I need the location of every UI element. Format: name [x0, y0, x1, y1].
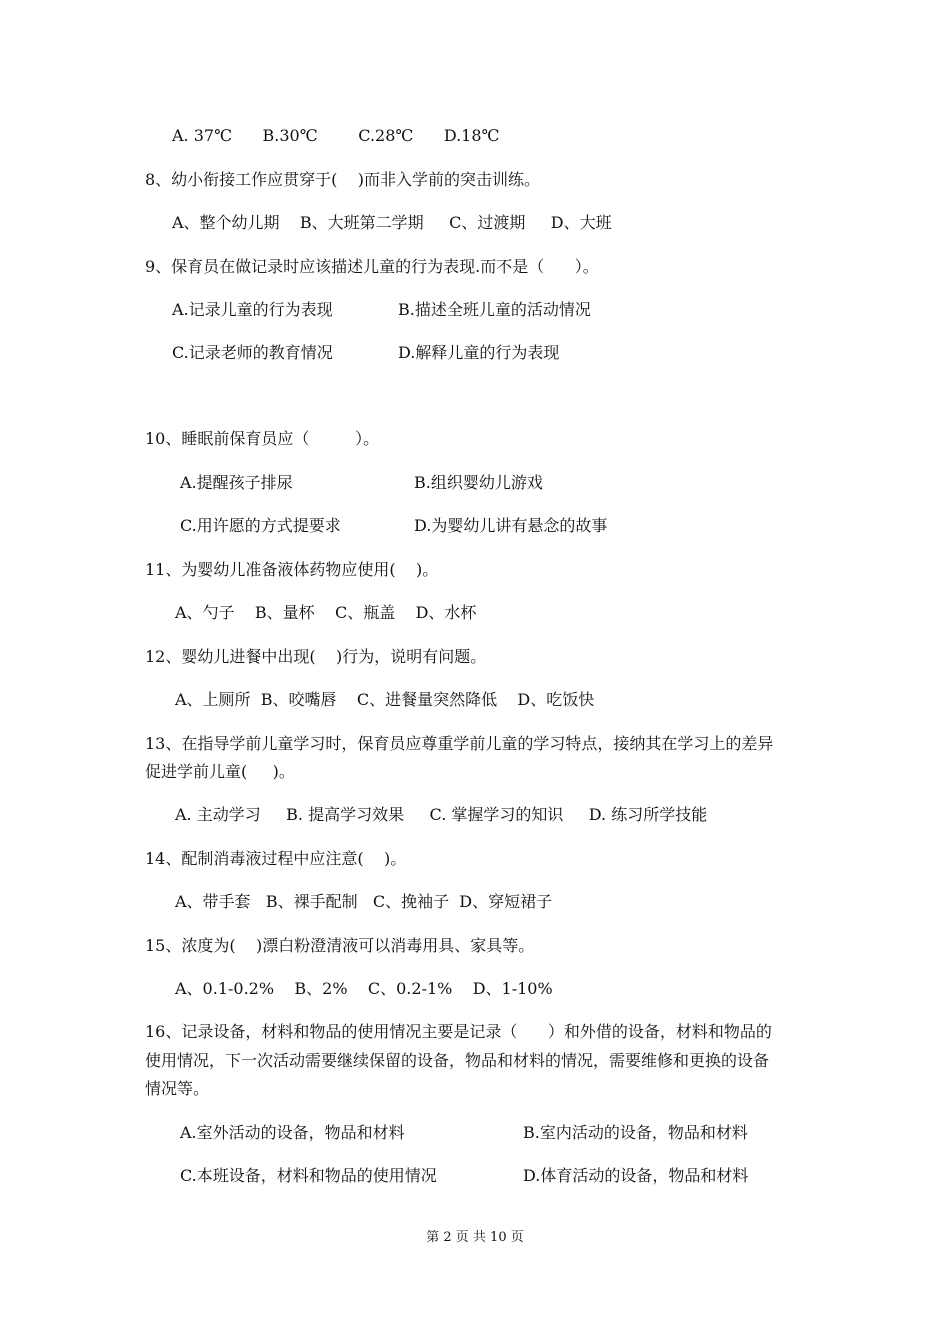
q9-stem: 9、保育员在做记录时应该描述儿童的行为表现.而不是（ ）。 [145, 257, 599, 276]
q7-options: A. 37℃ B.30℃ C.28℃ D.18℃ [172, 126, 500, 145]
q16-stem-line3: 情况等。 [145, 1079, 210, 1098]
q9-option-d: D.解释儿童的行为表现 [398, 343, 560, 362]
q13-options: A. 主动学习 B. 提高学习效果 C. 掌握学习的知识 D. 练习所学技能 [175, 805, 708, 824]
q10-stem: 10、睡眠前保育员应（ ）。 [145, 429, 380, 448]
q11-options: A、勺子 B、量杯 C、瓶盖 D、水杯 [175, 603, 477, 622]
q11-stem: 11、为婴幼儿准备液体药物应使用( )。 [145, 560, 439, 579]
q10-option-d: D.为婴幼儿讲有悬念的故事 [414, 516, 608, 535]
q12-options: A、上厕所 B、咬嘴唇 C、进餐量突然降低 D、吃饭快 [175, 690, 595, 709]
q15-stem: 15、浓度为( )漂白粉澄清液可以消毒用具、家具等。 [145, 936, 535, 955]
q9-option-c: C.记录老师的教育情况 [172, 343, 333, 362]
q14-options: A、带手套 B、裸手配制 C、挽袖子 D、穿短裙子 [175, 892, 553, 911]
q13-stem-line1: 13、在指导学前儿童学习时，保育员应尊重学前儿童的学习特点，接纳其在学习上的差异 [145, 734, 774, 753]
q12-stem: 12、婴幼儿进餐中出现( )行为，说明有问题。 [145, 647, 487, 666]
q10-option-c: C.用许愿的方式提要求 [180, 516, 341, 535]
q16-option-c: C.本班设备，材料和物品的使用情况 [180, 1166, 437, 1185]
q15-options: A、0.1-0.2% B、2% C、0.2-1% D、1-10% [175, 979, 553, 998]
q13-stem-line2: 促进学前儿童( )。 [145, 762, 295, 781]
q16-option-d: D.体育活动的设备，物品和材料 [523, 1166, 749, 1185]
q8-options: A、整个幼儿期 B、大班第二学期 C、过渡期 D、大班 [172, 213, 612, 232]
q9-option-a: A.记录儿童的行为表现 [172, 300, 333, 319]
q16-option-b: B.室内活动的设备，物品和材料 [523, 1123, 748, 1142]
q9-option-b: B.描述全班儿童的活动情况 [398, 300, 591, 319]
q16-stem-line2: 使用情况，下一次活动需要继续保留的设备，物品和材料的情况，需要维修和更换的设备 [145, 1051, 770, 1070]
q16-option-a: A.室外活动的设备，物品和材料 [180, 1123, 405, 1142]
q10-option-b: B.组织婴幼儿游戏 [414, 473, 543, 492]
page-number-footer: 第 2 页 共 10 页 [426, 1230, 524, 1245]
q14-stem: 14、配制消毒液过程中应注意( )。 [145, 849, 407, 868]
q10-option-a: A.提醒孩子排尿 [180, 473, 293, 492]
q8-stem: 8、幼小衔接工作应贯穿于( )而非入学前的突击训练。 [145, 170, 541, 189]
q16-stem-line1: 16、记录设备，材料和物品的使用情况主要是记录（ ）和外借的设备，材料和物品的 [145, 1022, 772, 1041]
